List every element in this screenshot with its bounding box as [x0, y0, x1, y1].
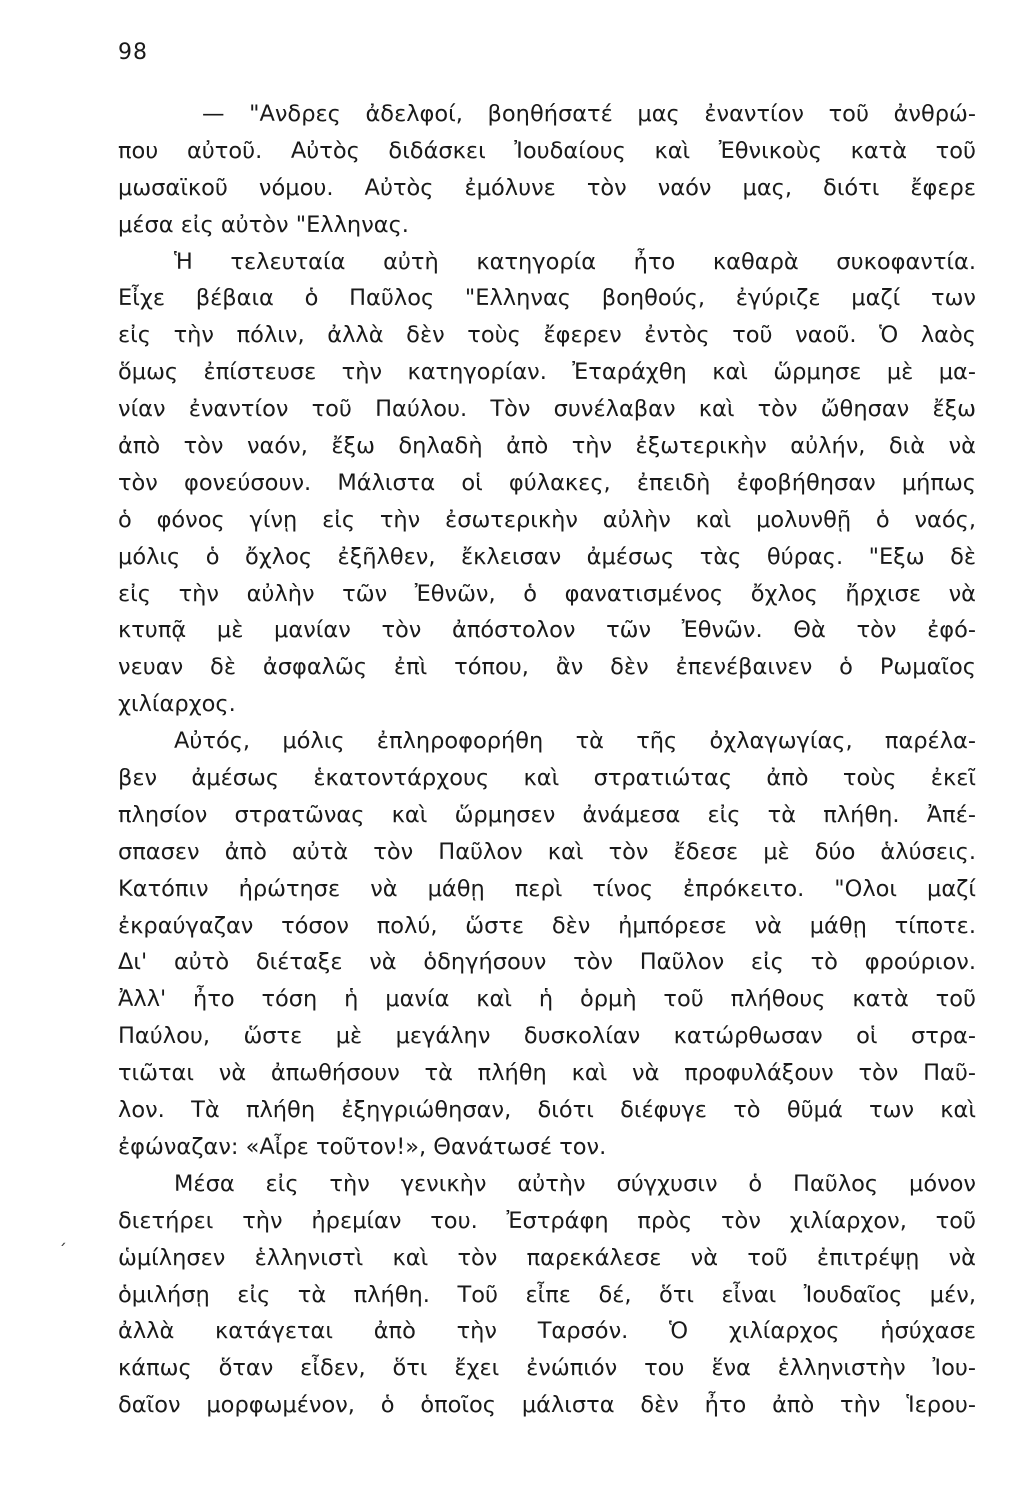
text-line: διετήρει τὴν ἠρεμίαν του. Ἐστράφη πρὸς τὸν χιλίαρχον, τοῦ — [118, 1207, 976, 1234]
text-line: ὅμως ἐπίστευσε τὴν κατηγορίαν. Ἐταράχθη καὶ ὥρμησε μὲ μα- — [118, 359, 976, 386]
text-line: χιλίαρχος. — [118, 691, 236, 718]
text-line: βεν ἀμέσως ἑκατοντάρχους καὶ στρατιώτας ἀπὸ τοὺς ἐκεῖ — [118, 765, 976, 792]
text-line: Παύλου, ὥστε μὲ μεγάλην δυσκολίαν κατώρθωσαν οἱ στρα- — [118, 1023, 976, 1050]
scan-mark: ˏ — [58, 1226, 67, 1247]
text-line: κτυπᾷ μὲ μανίαν τὸν ἀπόστολον τῶν Ἐθνῶν. Θὰ τὸν ἐφό- — [118, 617, 976, 644]
text-line: τιῶται νὰ ἀπωθήσουν τὰ πλήθη καὶ νὰ προφυλάξουν τὸν Παῦ- — [118, 1060, 976, 1087]
text-line: εἰς τὴν αὐλὴν τῶν Ἐθνῶν, ὁ φανατισμένος ὄχλος ἤρχισε νὰ — [118, 580, 976, 607]
text-line: Κατόπιν ἠρώτησε νὰ μάθῃ περὶ τίνος ἐπρόκειτο. "Ολοι μαζί — [118, 875, 976, 902]
text-line: ἐφώναζαν: «Αἶρε τοῦτον!», Θανάτωσέ τον. — [118, 1133, 607, 1160]
text-line: Ἀλλ' ἦτο τόση ἡ μανία καὶ ἡ ὁρμὴ τοῦ πλήθους κατὰ τοῦ — [118, 986, 976, 1013]
text-line: μόλις ὁ ὄχλος ἐξῆλθεν, ἔκλεισαν ἀμέσως τὰς θύρας. "Εξω δὲ — [118, 543, 976, 570]
text-line: που αὐτοῦ. Αὐτὸς διδάσκει Ἰουδαίους καὶ Ἐθνικοὺς κατὰ τοῦ — [118, 137, 976, 164]
text-line: — "Ανδρες ἀδελφοί, βοηθήσατέ μας ἐναντίον τοῦ ἀνθρώ- — [202, 101, 976, 127]
text-line: νίαν ἐναντίον τοῦ Παύλου. Τὸν συνέλαβαν καὶ τὸν ὤθησαν ἔξω — [118, 396, 976, 423]
text-line: κάπως ὅταν εἶδεν, ὅτι ἔχει ἐνώπιόν του ἕνα ἑλληνιστὴν Ἰου- — [118, 1355, 976, 1382]
text-line: ἀπὸ τὸν ναόν, ἔξω δηλαδὴ ἀπὸ τὴν ἐξωτερικὴν αὐλήν, διὰ νὰ — [118, 433, 976, 460]
text-line: ἀλλὰ κατάγεται ἀπὸ τὴν Ταρσόν. Ὁ χιλίαρχος ἡσύχασε — [118, 1318, 976, 1345]
text-line: ὁμιλήσῃ εἰς τὰ πλήθη. Τοῦ εἶπε δέ, ὅτι εἶναι Ἰουδαῖος μέν, — [118, 1281, 976, 1308]
text-line: Εἶχε βέβαια ὁ Παῦλος "Ελληνας βοηθούς, ἐγύριζε μαζί των — [118, 285, 976, 312]
text-line: Αὐτός, μόλις ἐπληροφορήθη τὰ τῆς ὀχλαγωγίας, παρέλα- — [174, 728, 976, 755]
text-line: ὡμίλησεν ἑλληνιστὶ καὶ τὸν παρεκάλεσε νὰ τοῦ ἐπιτρέψῃ νὰ — [118, 1244, 976, 1271]
text-line: ἐκραύγαζαν τόσον πολύ, ὥστε δὲν ἠμπόρεσε νὰ μάθῃ τίποτε. — [118, 912, 976, 939]
text-line: ὁ φόνος γίνῃ εἰς τὴν ἐσωτερικὴν αὐλὴν καὶ μολυνθῇ ὁ ναός, — [118, 506, 976, 533]
text-line: λον. Τὰ πλήθη ἐξηγριώθησαν, διότι διέφυγε τὸ θῦμά των καὶ — [118, 1097, 976, 1124]
text-line: μωσαϊκοῦ νόμου. Αὐτὸς ἐμόλυνε τὸν ναόν μας, διότι ἔφερε — [118, 174, 976, 201]
text-line: σπασεν ἀπὸ αὐτὰ τὸν Παῦλον καὶ τὸν ἔδεσε μὲ δύο ἁλύσεις. — [118, 838, 976, 865]
text-line: δαῖον μορφωμένον, ὁ ὁποῖος μάλιστα δὲν ἦτο ἀπὸ τὴν Ἱερου- — [118, 1392, 976, 1419]
body-text — [118, 96, 976, 1424]
text-line: Ἡ τελευταία αὐτὴ κατηγορία ἦτο καθαρὰ συκοφαντία. — [174, 248, 976, 275]
page-number: 98 — [118, 40, 148, 65]
text-line: τὸν φονεύσουν. Μάλιστα οἱ φύλακες, ἐπειδὴ ἐφοβήθησαν μήπως — [118, 469, 976, 496]
text-line: Μέσα εἰς τὴν γενικὴν αὐτὴν σύγχυσιν ὁ Παῦλος μόνον — [174, 1170, 976, 1197]
text-line: νευαν δὲ ἀσφαλῶς ἐπὶ τόπου, ἂν δὲν ἐπενέβαινεν ὁ Ρωμαῖος — [118, 654, 976, 681]
text-line: μέσα εἰς αὐτὸν "Ελληνας. — [118, 211, 409, 238]
text-line: πλησίον στρατῶνας καὶ ὥρμησεν ἀνάμεσα εἰς τὰ πλήθη. Ἀπέ- — [118, 801, 976, 828]
text-line: Δι' αὐτὸ διέταξε νὰ ὁδηγήσουν τὸν Παῦλον εἰς τὸ φρούριον. — [118, 949, 976, 976]
text-line: εἰς τὴν πόλιν, ἀλλὰ δὲν τοὺς ἔφερεν ἐντὸς τοῦ ναοῦ. Ὁ λαὸς — [118, 322, 976, 349]
